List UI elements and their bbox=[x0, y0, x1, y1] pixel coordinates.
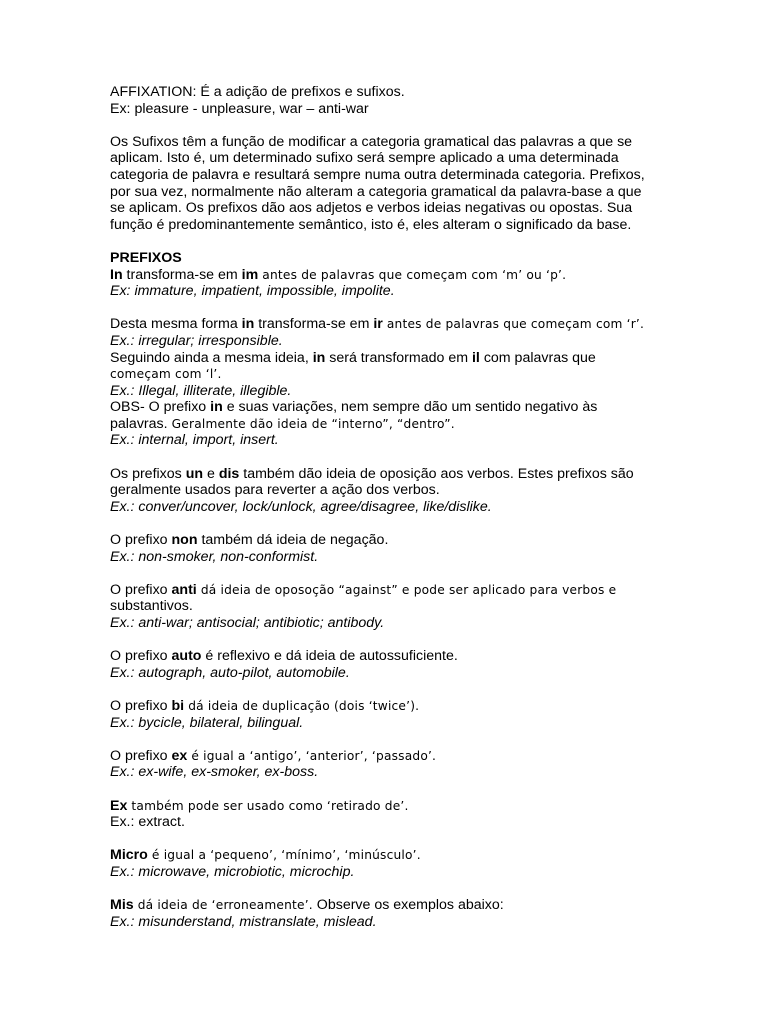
sufixos-line: aplicam. Isto é, um determinado sufixo será sempre aplicado a uma determinada bbox=[110, 150, 619, 167]
ex-rule: O prefixo ex é igual a ‘antigo’, ‘anterior’, ‘passado’. bbox=[110, 747, 437, 764]
auto-example: Ex.: autograph, auto-pilot, automobile. bbox=[110, 664, 350, 681]
affixation-example: Ex: pleasure - unpleasure, war – anti-war bbox=[110, 100, 369, 117]
obs-example: Ex.: internal, import, insert. bbox=[110, 432, 279, 449]
sufixos-line: por sua vez, normalmente não alteram a categoria gramatical da palavra-base a que bbox=[110, 183, 642, 200]
micro-example: Ex.: microwave, microbiotic, microchip. bbox=[110, 863, 355, 880]
ex-example: Ex.: ex-wife, ex-smoker, ex-boss. bbox=[110, 764, 319, 781]
prefixos-heading: PREFIXOS bbox=[110, 249, 182, 266]
affixation-title: AFFIXATION: É a adição de prefixos e sufixos. bbox=[110, 84, 405, 100]
sufixos-line: categoria de palavra e resultará sempre numa outra determinada categoria. Prefixos, bbox=[110, 166, 645, 183]
mis-rule: Mis dá ideia de ‘erroneamente’. Observe os exemplos abaixo: bbox=[110, 897, 504, 914]
in-im-rule: In transforma-se em im antes de palavras que começam com ‘m’ ou ‘p’. bbox=[110, 266, 567, 283]
bi-rule: O prefixo bi dá ideia de duplicação (dois ‘twice’). bbox=[110, 697, 420, 714]
obs-note: OBS- O prefixo in e suas variações, nem sempre dão um sentido negativo às bbox=[110, 399, 598, 416]
bi-example: Ex.: bycicle, bilateral, bilingual. bbox=[110, 714, 304, 731]
un-dis-rule-cont: geralmente usados para reverter a ação dos verbos. bbox=[110, 482, 440, 499]
anti-rule: O prefixo anti dá ideia de oposoção “against” e pode ser aplicado para verbos e bbox=[110, 581, 617, 598]
non-example: Ex.: non-smoker, non-conformist. bbox=[110, 548, 319, 565]
anti-rule-cont: substantivos. bbox=[110, 598, 193, 615]
un-dis-example: Ex.: conver/uncover, lock/unlock, agree/disagree, like/dislike. bbox=[110, 498, 492, 515]
anti-example: Ex.: anti-war; antisocial; antibiotic; antibody. bbox=[110, 615, 385, 631]
ex-retirado-example: Ex.: extract. bbox=[110, 814, 185, 831]
in-il-example: Ex.: Illegal, illiterate, illegible. bbox=[110, 382, 292, 399]
mis-example: Ex.: misunderstand, mistranslate, mislead. bbox=[110, 913, 377, 930]
un-dis-rule: Os prefixos un e dis também dão ideia de oposição aos verbos. Estes prefixos são bbox=[110, 465, 634, 482]
non-rule: O prefixo non também dá ideia de negação. bbox=[110, 532, 389, 549]
auto-rule: O prefixo auto é reflexivo e dá ideia de autossuficiente. bbox=[110, 648, 458, 665]
sufixos-line: se aplicam. Os prefixos dão aos adjetos e verbos ideias negativas ou opostas. Sua bbox=[110, 200, 633, 217]
in-ir-example: Ex.: irregular; irresponsible. bbox=[110, 332, 283, 349]
in-im-example: Ex: immature, impatient, impossible, impolite. bbox=[110, 283, 395, 300]
sufixos-line: função é predominantemente semântico, isto é, eles alteram o significado da base. bbox=[110, 216, 632, 233]
ex-retirado-rule: Ex também pode ser usado como ‘retirado de’. bbox=[110, 797, 409, 814]
sufixos-line: Os Sufixos têm a função de modificar a categoria gramatical das palavras a que se bbox=[110, 133, 633, 150]
in-il-rule: Seguindo ainda a mesma ideia, in será transformado em il com palavras que bbox=[110, 349, 596, 366]
in-ir-rule: Desta mesma forma in transforma-se em ir antes de palavras que começam com ‘r’. bbox=[110, 316, 645, 333]
micro-rule: Micro é igual a ‘pequeno’, ‘mínimo’, ‘minúsculo’. bbox=[110, 847, 421, 864]
obs-note-cont: palavras. Geralmente dão ideia de “interno”, “dentro”. bbox=[110, 415, 455, 432]
in-il-rule-cont: começam com ‘l’. bbox=[110, 367, 222, 382]
